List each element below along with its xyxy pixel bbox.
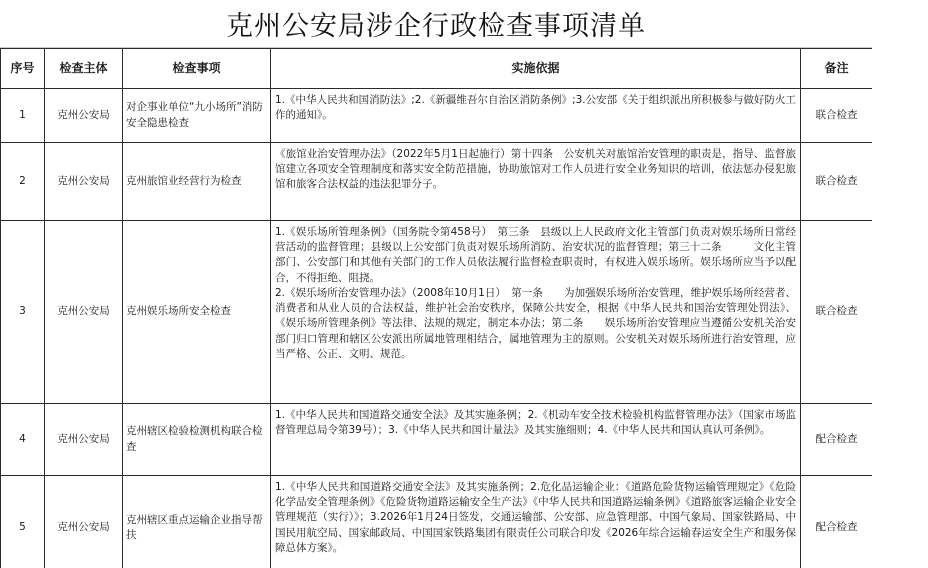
cell-item: 对企事业单位“九小场所”消防安全隐患检查 [123, 89, 271, 143]
cell-basis [271, 221, 801, 404]
cell-no: 3 [1, 221, 45, 404]
cell-item: 克州娱乐场所安全检查 [123, 221, 271, 404]
header-basis: 实施依据 [271, 49, 801, 89]
cell-basis [271, 404, 801, 476]
cell-subject: 克州公安局 [45, 143, 123, 221]
cell-basis [271, 476, 801, 568]
cell-basis [271, 143, 801, 221]
cell-no: 1 [1, 89, 45, 143]
cell-no: 5 [1, 476, 45, 568]
cell-note: 配合检查 [801, 404, 873, 476]
cell-subject: 克州公安局 [45, 89, 123, 143]
cell-no: 2 [1, 143, 45, 221]
cell-item: 克州辖区检验检测机构联合检查 [123, 404, 271, 476]
basis-paragraph: 1.《中华人民共和国消防法》;2.《新疆维吾尔自治区消防条例》;3.公安部《关于组织派出所积极参与做好防火工作的通知》。 [275, 94, 796, 122]
basis-paragraph: 1.《娱乐场所管理条例》（国务院令第458号） 第三条 县级以上人民政府文化主管部门负责对娱乐场所日常经营活动的监督管理；县级以上公安部门负责对娱乐场所消防、治安状况的监督管理；第三十二条 文化主管部门、公安部门和其他有关部门的工作人员依法履行监督检查职责时，有权进入娱乐场所。娱乐场所应当予以配合，不得拒绝、阻挠。 [275, 226, 796, 284]
cell-item: 克州旅馆业经营行为检查 [123, 143, 271, 221]
header-subject: 检查主体 [45, 49, 123, 89]
table-row [1, 404, 873, 476]
cell-note: 联合检查 [801, 221, 873, 404]
cell-note: 联合检查 [801, 89, 873, 143]
table-row [1, 89, 873, 143]
header-note: 备注 [801, 49, 873, 89]
table-row [1, 143, 873, 221]
table-row [1, 476, 873, 568]
cell-item: 克州辖区重点运输企业指导帮扶 [123, 476, 271, 568]
page-title: 克州公安局涉企行政检查事项清单 [0, 0, 872, 48]
basis-paragraph: 2.《娱乐场所治安管理办法》（2008年10月1日） 第一条 为加强娱乐场所治安管理，维护娱乐场所经营者、消费者和从业人员的合法权益，维护社会治安秩序，保障公共安全，根据《中华人民共和国治安管理处罚法》、《娱乐场所管理条例》等法律、法规的规定，制定本办法；第二条 娱乐场所治安管理应当遵循公安机关治安部门归口管理和辖区公安派出所属地管理相结合，属地管理为主的原则。公安机关对娱乐场所进行治安管理，应当严格、公正、文明、规范。 [275, 286, 796, 360]
header-item: 检查事项 [123, 49, 271, 89]
cell-subject: 克州公安局 [45, 476, 123, 568]
basis-paragraph: 1.《中华人民共和国道路交通安全法》及其实施条例；2.危化品运输企业：《道路危险货物运输管理规定》《危险化学品安全管理条例》《危险货物道路运输安全生产法》《中华人民共和国道路运输条例》《道路旅客运输企业安全管理规范（实行）》；3.2026年1月24日签发，交通运输部、公安部、应急管理部、中国气象局、国家铁路局、中国民用航空局、国家邮政局、中国国家铁路集团有限责任公司联合印发《2026年综合运输春运安全生产和服务保障总体方案》。 [275, 481, 796, 554]
header-no: 序号 [1, 49, 45, 89]
inspection-table [0, 48, 872, 568]
cell-basis [271, 89, 801, 143]
cell-subject: 克州公安局 [45, 404, 123, 476]
basis-paragraph: 《旅馆业治安管理办法》（2022年5月1日起施行）第十四条 公安机关对旅馆治安管理的职责是，指导、监督旅馆建立各项安全管理制度和落实安全防范措施，协助旅馆对工作人员进行安全业务知识的培训，依法惩办侵犯旅馆和旅客合法权益的违法犯罪分子。 [275, 148, 796, 191]
cell-note: 联合检查 [801, 143, 873, 221]
table-row [1, 221, 873, 404]
cell-no: 4 [1, 404, 45, 476]
table-header-row [1, 49, 873, 89]
cell-subject: 克州公安局 [45, 221, 123, 404]
cell-note: 配合检查 [801, 476, 873, 568]
basis-paragraph: 1.《中华人民共和国道路交通安全法》及其实施条例；2.《机动车安全技术检验机构监督管理办法》（国家市场监督管理总局令第39号）；3.《中华人民共和国计量法》及其实施细则；4.《中华人民共和国认真认可条例》。 [275, 409, 796, 437]
